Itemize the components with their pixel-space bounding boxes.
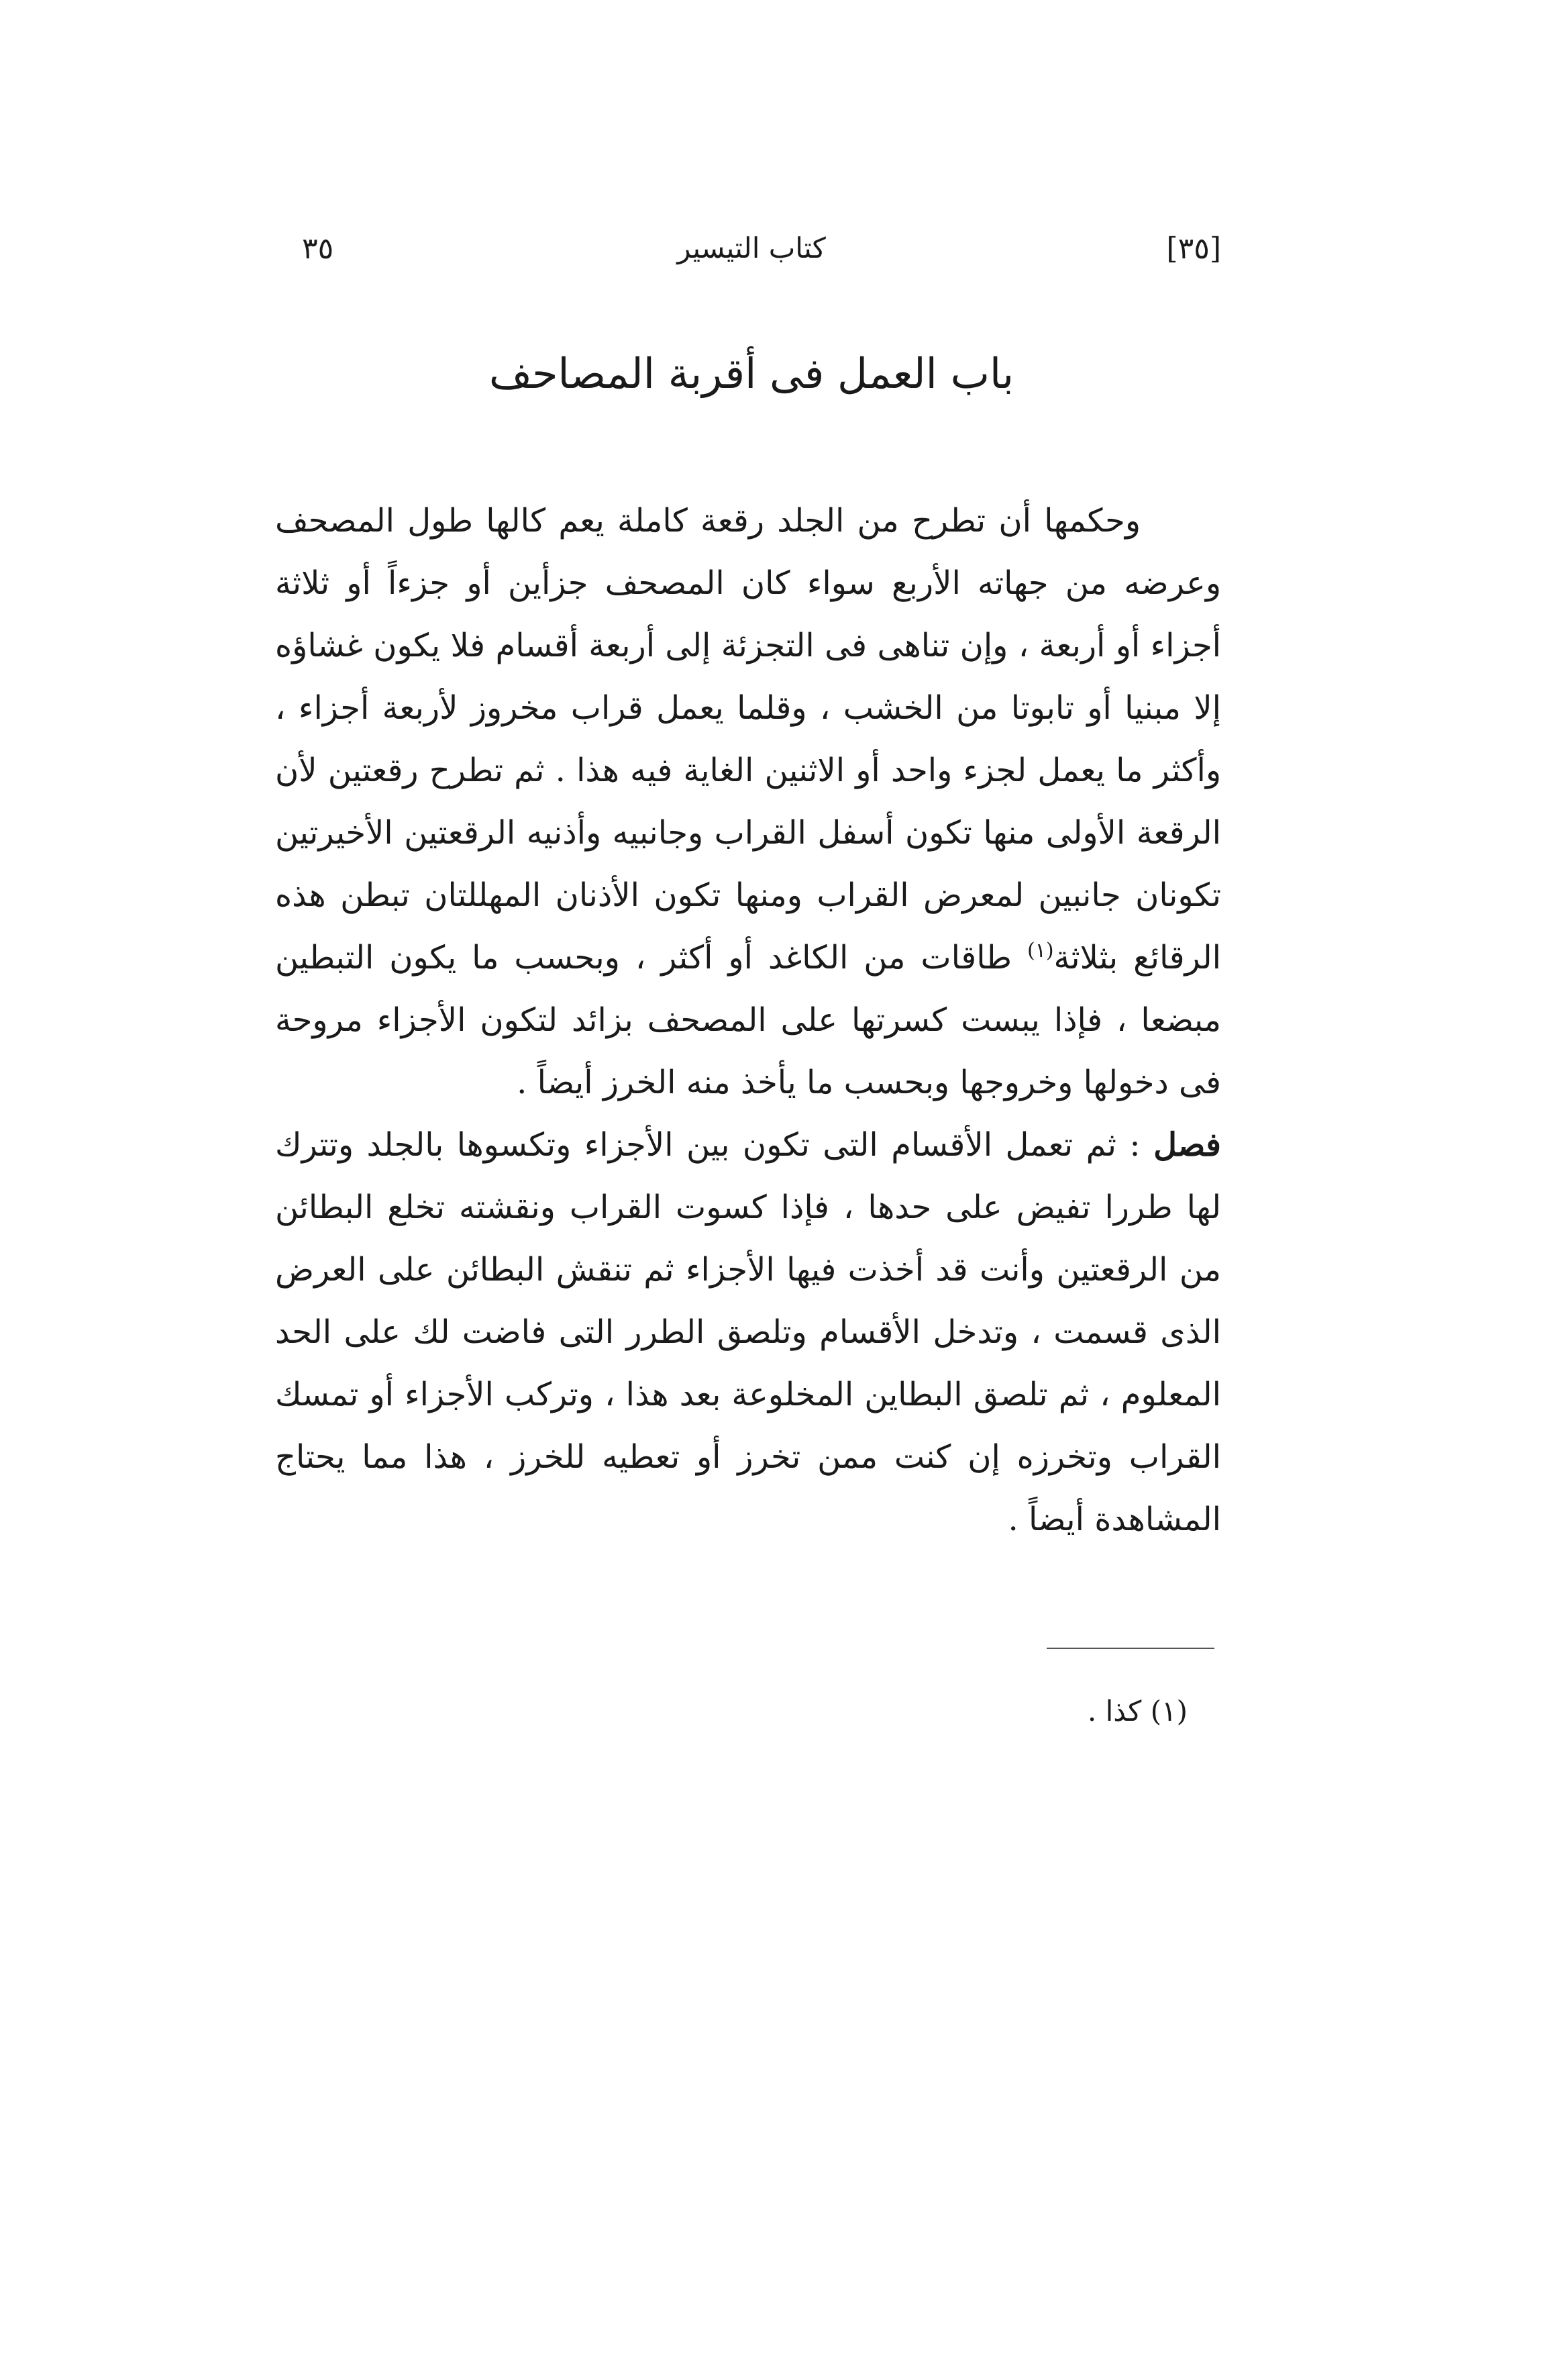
paragraph-1-text-end: طاقات من الكاغد أو أكثر ، وبحسب ما يكون التبطين مبضعا ، فإذا يبست كسرتها على المصحف بزائد لتكون الأجزاء مروحة فى دخولها وخروجها وبحسب ما يأخذ منه الخرز أيضاً . bbox=[275, 939, 1221, 1101]
paragraph-1-text-start: وحكمها أن تطرح من الجلد رقعة كاملة يعم كالها طول المصحف وعرضه من جهاته الأربع سواء كان المصحف جزأين أو جزءاً أو ثلاثة أجزاء أو أربعة ، وإن تناهى فى التجزئة إلى أربعة أقسام فلا يكون غشاؤه إلا مبنيا أو تابوتا من الخشب ، وقلما يعمل قراب مخروز لأربعة أجزاء ، وأكثر ما يعمل لجزء واحد أو الاثنين الغاية فيه هذا . ثم تطرح رقعتين لأن الرقعة الأولى منها تكون أسفل القراب وجانبيه وأذنيه الرقعتين الأخيرتين تكونان جانبين لمعرض القراب ومنها تكون الأذنان المهللتان تبطن هذه الرقائع بثلاثة bbox=[275, 502, 1222, 976]
running-title: كتاب التيسير bbox=[677, 232, 826, 264]
footnote-divider bbox=[1047, 1648, 1214, 1649]
paragraph-1 bbox=[275, 490, 1221, 1114]
chapter-title: باب العمل فى أقربة المصاحف bbox=[488, 349, 1014, 398]
section-lead-word: فصل bbox=[1153, 1126, 1221, 1164]
bracketed-page-number: [٣٥] bbox=[1166, 232, 1221, 266]
footnote: (١) كذا . bbox=[1087, 1695, 1188, 1727]
paragraph-2-text: : ثم تعمل الأقسام التى تكون بين الأجزاء وتكسوها بالجلد وتترك لها طررا تفيض على حدها ، فإذا كسوت القراب ونقشته تخلع البطائن من الرقعتين وأنت قد أخذت فيها الأجزاء ثم تنقش البطائن على العرض الذى قسمت ، وتدخل الأقسام وتلصق الطرر التى فاضت لك على الحد المعلوم ، ثم تلصق البطاين المخلوعة بعد هذا ، وتركب الأجزاء أو تمسك القراب وتخرزه إن كنت ممن تخرز أو تعطيه للخرز ، هذا مما يحتاج المشاهدة أيضاً . bbox=[275, 1126, 1221, 1538]
page-number: ٣٥ bbox=[302, 232, 334, 266]
running-header bbox=[282, 232, 1221, 285]
footnote-marker: (١) bbox=[1027, 939, 1054, 962]
paragraph-2 bbox=[275, 1114, 1221, 1551]
